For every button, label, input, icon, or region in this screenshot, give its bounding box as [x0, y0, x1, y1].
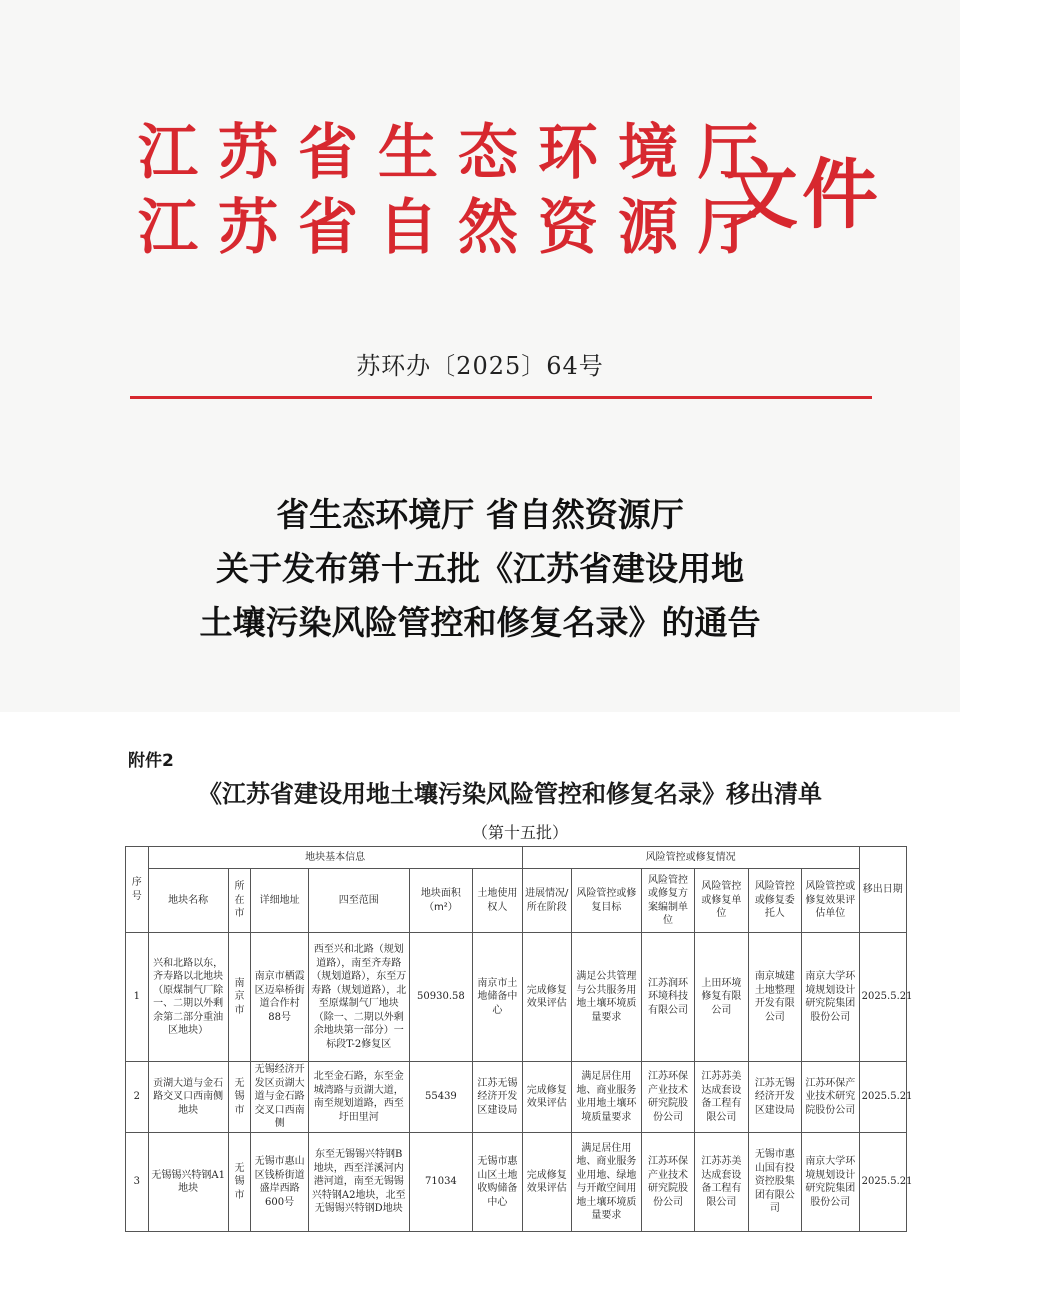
header-area: 地块面积（m²）	[409, 869, 473, 933]
header-exec-unit: 风险管控或修复单位	[695, 869, 748, 933]
header-progress: 进展情况/所在阶段	[522, 869, 571, 933]
cell-name: 贡湖大道与金石路交叉口西南侧地块	[148, 1062, 228, 1133]
cell-city: 南京市	[228, 933, 251, 1062]
cell-bounds: 东至无锡锡兴特钢B地块，西至洋溪河内港河道，南至无锡锡兴特钢A2地块，北至无锡锡兴特钢D地块	[308, 1133, 409, 1232]
cell-seq: 3	[126, 1133, 149, 1232]
cell-plan-unit: 江苏环保产业技术研究院股份公司	[641, 1133, 694, 1232]
header-plan-unit: 风险管控或修复方案编制单位	[641, 869, 694, 933]
cell-eval-unit: 南京大学环境规划设计研究院集团股份公司	[802, 933, 860, 1062]
document-number: 苏环办〔2025〕64号	[356, 352, 604, 380]
header-client: 风险管控或修复委托人	[748, 869, 801, 933]
notice-title-line: 关于发布第十五批《江苏省建设用地	[216, 549, 744, 588]
attachment-label: 附件2	[128, 751, 174, 771]
cell-address: 无锡经济开发区贡湖大道与金石路交叉口西南侧	[251, 1062, 309, 1133]
cell-eval-unit: 南京大学环境规划设计研究院集团股份公司	[802, 1133, 860, 1232]
header-eval-unit: 风险管控或修复效果评估单位	[802, 869, 860, 933]
table-row	[126, 933, 907, 1062]
cell-eval-unit: 江苏环保产业技术研究院股份公司	[802, 1062, 860, 1133]
cell-plan-unit: 江苏润环环境科技有限公司	[641, 933, 694, 1062]
table-row	[126, 1133, 907, 1232]
notice-title-line: 土壤污染风险管控和修复名录》的通告	[199, 603, 761, 642]
group-header-basic: 地块基本信息	[148, 847, 522, 869]
table-header-row	[126, 869, 907, 933]
issuer-name-environment: 江苏省生态环境厅	[138, 118, 778, 188]
cell-exec-unit: 上田环境修复有限公司	[695, 933, 748, 1062]
header-city: 所在市	[228, 869, 251, 933]
cell-exec-unit: 江苏苏美达成套设备工程有限公司	[695, 1133, 748, 1232]
notice-title	[0, 488, 960, 650]
header-seq: 序号	[126, 847, 149, 933]
cell-client: 南京城建土地整理开发有限公司	[748, 933, 801, 1062]
cell-client: 江苏无锡经济开发区建设局	[748, 1062, 801, 1133]
cell-goal: 满足居住用地、商业服务业用地土壤环境质量要求	[571, 1062, 641, 1133]
cell-bounds: 北至金石路，东至金城湾路与贡湖大道，南至规划道路，西至圩田里河	[308, 1062, 409, 1133]
table-group-header-row	[126, 847, 907, 869]
cell-plan-unit: 江苏环保产业技术研究院股份公司	[641, 1062, 694, 1133]
issuer-name-natural-resources: 江苏省自然资源厅	[138, 193, 778, 263]
cell-exec-unit: 江苏苏美达成套设备工程有限公司	[695, 1062, 748, 1133]
cell-address: 南京市栖霞区迈皋桥街道合作村88号	[251, 933, 309, 1062]
cell-area: 71034	[409, 1133, 473, 1232]
cell-progress: 完成修复效果评估	[522, 1062, 571, 1133]
cell-goal: 满足公共管理与公共服务用地土壤环境质量要求	[571, 933, 641, 1062]
cell-area: 55439	[409, 1062, 473, 1133]
header-goal: 风险管控或修复目标	[571, 869, 641, 933]
cell-name: 无锡锡兴特钢A1地块	[148, 1133, 228, 1232]
group-header-risk: 风险管控或修复情况	[522, 847, 859, 869]
header-owner: 土地使用权人	[473, 869, 522, 933]
batch-label: （第十五批）	[471, 823, 568, 842]
header-bounds: 四至范围	[308, 869, 409, 933]
cell-bounds: 西至兴和北路（规划道路），南至齐寿路（规划道路），东至万寿路（规划道路），北至原煤制气厂地块（除一、二期以外剩余地块第一部分）一标段T-2修复区	[308, 933, 409, 1062]
cell-city: 无锡市	[228, 1133, 251, 1232]
cell-address: 无锡市惠山区钱桥街道盛岸西路600号	[251, 1133, 309, 1232]
notice-title-line: 省生态环境厅 省自然资源厅	[276, 495, 684, 534]
cell-owner: 无锡市惠山区土地收购储备中心	[473, 1133, 522, 1232]
cell-owner: 南京市土地储备中心	[473, 933, 522, 1062]
list-title: 《江苏省建设用地土壤污染风险管控和修复名录》移出清单	[198, 779, 822, 808]
cell-name: 兴和北路以东，齐寿路以北地块（原煤制气厂除一、二期以外剩余第二部分重油区地块）	[148, 933, 228, 1062]
cell-area: 50930.58	[409, 933, 473, 1062]
removal-list-table	[125, 846, 913, 1232]
cell-date: 2025.5.21	[859, 933, 906, 1062]
cell-seq: 1	[126, 933, 149, 1062]
header-date: 移出日期	[859, 847, 906, 933]
cell-date: 2025.5.21	[859, 1062, 906, 1133]
cell-city: 无锡市	[228, 1062, 251, 1133]
header-name: 地块名称	[148, 869, 228, 933]
cell-goal: 满足居住用地、商业服务业用地、绿地与开敞空间用地土壤环境质量要求	[571, 1133, 641, 1232]
document-word: 文件	[722, 150, 882, 239]
red-divider-line	[130, 396, 872, 399]
cell-owner: 江苏无锡经济开发区建设局	[473, 1062, 522, 1133]
cell-progress: 完成修复效果评估	[522, 933, 571, 1062]
header-address: 详细地址	[251, 869, 309, 933]
cell-date: 2025.5.21	[859, 1133, 906, 1232]
table-row	[126, 1062, 907, 1133]
cell-seq: 2	[126, 1062, 149, 1133]
cell-client: 无锡市惠山国有投资控股集团有限公司	[748, 1133, 801, 1232]
cell-progress: 完成修复效果评估	[522, 1133, 571, 1232]
